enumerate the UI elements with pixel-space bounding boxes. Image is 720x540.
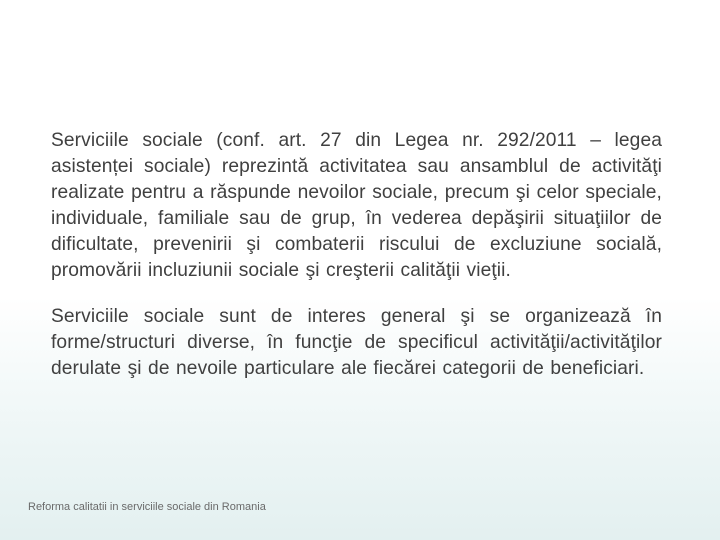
paragraph-social-services-organization: Serviciile sociale sunt de interes general şi se organizează în forme/structuri diverse, în funcţie de specificul activităţii/activităţilor derulate şi de nevoile particulare ale fiecărei categorii de beneficiari.: [51, 306, 662, 379]
paragraph-social-services-definition: Serviciile sociale (conf. art. 27 din Legea nr. 292/2011 – legea asistenței sociale) reprezintă activitatea sau ansamblul de activităţi realizate pentru a răspunde nevoilor sociale, precum şi celor speciale, individuale, familiale sau de grup, în vederea depăşirii situaţiilor de dificultate, prevenirii şi combaterii riscului de excluziune socială, promovării incluziunii sociale şi creşterii calităţii vieţii.: [51, 130, 662, 281]
slide-body: [51, 128, 662, 382]
slide-footer: Reforma calitatii in serviciile sociale din Romania: [28, 501, 266, 513]
